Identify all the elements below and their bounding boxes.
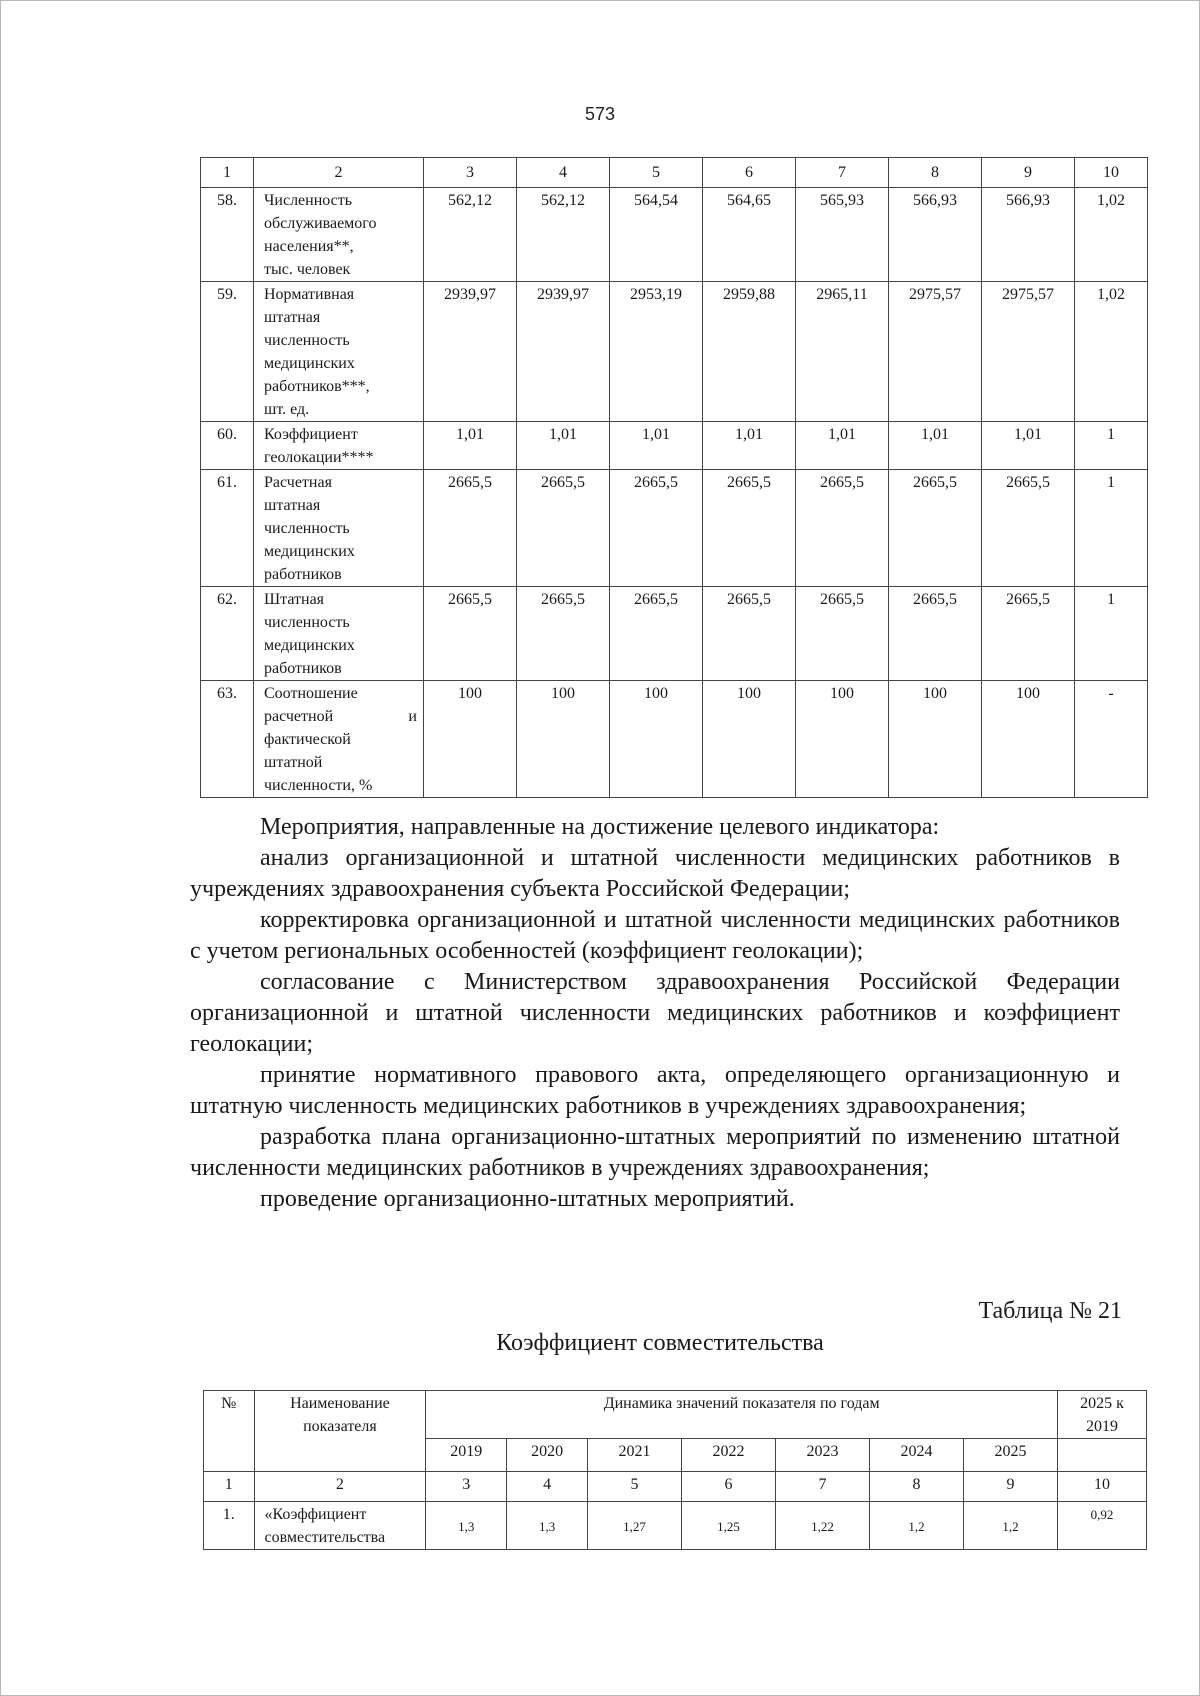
- table-row: [201, 282, 1148, 422]
- year-cell: 2019: [426, 1439, 507, 1472]
- value-cell: 562,12: [517, 188, 610, 282]
- name-line: работников***,: [264, 378, 370, 395]
- name-line: Штатная: [264, 591, 325, 608]
- value-cell: 100: [424, 681, 517, 798]
- table-row: [201, 422, 1148, 470]
- value-cell: 2665,5: [610, 470, 703, 587]
- value-cell: 2665,5: [796, 587, 889, 681]
- value-cell: 2665,5: [517, 587, 610, 681]
- value-cell: 1,01: [703, 422, 796, 470]
- index-cell: 8: [869, 1472, 963, 1502]
- measure-item: принятие нормативного правового акта, определяющего организационную и штатную численность медицинских работников в учреждениях здравоохранения;: [190, 1062, 1120, 1119]
- value-cell: 100: [796, 681, 889, 798]
- indicator-name: [254, 422, 424, 470]
- value-cell: 1,2: [869, 1502, 963, 1550]
- indicator-name: [254, 282, 424, 422]
- year-cell: 2023: [775, 1439, 869, 1472]
- value-cell: 1,01: [610, 422, 703, 470]
- value-cell: 1,3: [507, 1502, 588, 1550]
- name-line: Коэффициент: [264, 426, 358, 443]
- value-cell: 2975,57: [889, 282, 982, 422]
- value-cell: 2665,5: [703, 587, 796, 681]
- empty-cell: [1058, 1439, 1147, 1472]
- header-cell: 8: [889, 158, 982, 188]
- value-cell: 2953,19: [610, 282, 703, 422]
- value-cell: 1,02: [1075, 188, 1148, 282]
- header-name: Наименование показателя: [254, 1391, 426, 1472]
- value-cell: 1,01: [517, 422, 610, 470]
- value-cell: 564,54: [610, 188, 703, 282]
- value-cell: 2975,57: [982, 282, 1075, 422]
- header-ratio: 2025 к 2019: [1058, 1391, 1147, 1439]
- value-cell: 562,12: [424, 188, 517, 282]
- value-cell: 1: [1075, 422, 1148, 470]
- index-cell: 7: [775, 1472, 869, 1502]
- name-line: медицинских: [264, 543, 355, 560]
- value-cell: 1,2: [963, 1502, 1057, 1550]
- index-cell: 5: [588, 1472, 682, 1502]
- value-cell: 100: [889, 681, 982, 798]
- table-row: [201, 587, 1148, 681]
- table-row: [201, 188, 1148, 282]
- row-number: 62.: [201, 587, 254, 681]
- measure-item: разработка плана организационно-штатных мероприятий по изменению штатной численности медицинских работников в учреждениях здравоохранения;: [190, 1124, 1120, 1181]
- value-cell: 100: [703, 681, 796, 798]
- year-cell: 2022: [682, 1439, 776, 1472]
- name-line: совместительства: [264, 1529, 386, 1546]
- measure-item: корректировка организационной и штатной численности медицинских работников с учетом региональных особенностей (коэффициент геолокации);: [190, 907, 1120, 964]
- table-row: [201, 681, 1148, 798]
- name-line: численность: [264, 520, 350, 537]
- value-cell: 1,01: [889, 422, 982, 470]
- name-line: численность: [264, 332, 350, 349]
- name-line: шт. ед.: [264, 401, 310, 418]
- value-cell: 565,93: [796, 188, 889, 282]
- value-cell: 1,02: [1075, 282, 1148, 422]
- year-cell: 2024: [869, 1439, 963, 1472]
- value-cell: 2939,97: [424, 282, 517, 422]
- indicator-name: [254, 681, 424, 798]
- value-cell: 100: [982, 681, 1075, 798]
- value-cell: 1,22: [775, 1502, 869, 1550]
- name-line: населения**,: [264, 238, 354, 255]
- value-cell: 100: [517, 681, 610, 798]
- value-cell: 1,01: [796, 422, 889, 470]
- indicator-name: [254, 470, 424, 587]
- table-header-row: [201, 158, 1148, 188]
- value-cell: 1,25: [682, 1502, 776, 1550]
- value-cell: 2665,5: [982, 470, 1075, 587]
- value-cell: 2665,5: [703, 470, 796, 587]
- indicators-table: [200, 157, 1148, 798]
- year-cell: 2025: [963, 1439, 1057, 1472]
- index-cell: 6: [682, 1472, 776, 1502]
- index-cell: 4: [507, 1472, 588, 1502]
- table-21: [203, 1390, 1147, 1550]
- name-line: штатная: [264, 309, 321, 326]
- name-line: геолокации****: [264, 449, 374, 466]
- header-cell: 4: [517, 158, 610, 188]
- header-cell: 7: [796, 158, 889, 188]
- index-cell: 2: [254, 1472, 426, 1502]
- value-cell: 2665,5: [889, 470, 982, 587]
- header-row: [204, 1391, 1147, 1439]
- header-cell: 2: [254, 158, 424, 188]
- value-cell: 1,27: [588, 1502, 682, 1550]
- measure-item: согласование с Министерством здравоохранения Российской Федерации организационной и штатной численности медицинских работников и коэффициент геолокации;: [190, 969, 1120, 1057]
- row-number: 58.: [201, 188, 254, 282]
- name-line: «Коэффициент: [264, 1506, 367, 1523]
- value-cell: 1,01: [982, 422, 1075, 470]
- header-cell: 10: [1075, 158, 1148, 188]
- value-cell: 2665,5: [517, 470, 610, 587]
- header-cell: 3: [424, 158, 517, 188]
- value-cell: 2665,5: [982, 587, 1075, 681]
- row-number: 61.: [201, 470, 254, 587]
- value-cell: 2665,5: [889, 587, 982, 681]
- year-cell: 2020: [507, 1439, 588, 1472]
- value-cell: 0,92: [1058, 1502, 1147, 1550]
- index-cell: 1: [204, 1472, 255, 1502]
- table-row: [204, 1502, 1147, 1550]
- header-cell: 9: [982, 158, 1075, 188]
- measures-section: [190, 812, 1120, 1215]
- name-line: Расчетная: [264, 474, 332, 491]
- header-dynamics: Динамика значений показателя по годам: [426, 1391, 1058, 1439]
- value-cell: 2959,88: [703, 282, 796, 422]
- name-line: Соотношение: [264, 685, 358, 702]
- name-line: фактической: [264, 731, 351, 748]
- row-number: 63.: [201, 681, 254, 798]
- indicator-name: [254, 1502, 426, 1550]
- name-line: численности, %: [264, 777, 373, 794]
- value-cell: 1,3: [426, 1502, 507, 1550]
- header-cell: 1: [201, 158, 254, 188]
- header-cell: 6: [703, 158, 796, 188]
- value-cell: 1: [1075, 470, 1148, 587]
- row-number: 59.: [201, 282, 254, 422]
- header-number: №: [204, 1391, 255, 1472]
- name-line: обслуживаемого: [264, 215, 377, 232]
- measure-item: проведение организационно-штатных мероприятий.: [260, 1186, 795, 1212]
- name-line: штатной: [264, 754, 323, 771]
- name-line: расчетной и: [264, 708, 417, 725]
- year-cell: 2021: [588, 1439, 682, 1472]
- name-line: штатная: [264, 497, 321, 514]
- name-line: работников: [264, 566, 342, 583]
- name-line: Численность: [264, 192, 353, 209]
- measures-heading: Мероприятия, направленные на достижение целевого индикатора:: [260, 814, 940, 840]
- name-line: тыс. человек: [264, 261, 351, 278]
- value-cell: 566,93: [889, 188, 982, 282]
- page-number: 573: [584, 104, 616, 124]
- table-label: Таблица № 21: [978, 1298, 1122, 1324]
- value-cell: 2665,5: [424, 470, 517, 587]
- table-row: [201, 470, 1148, 587]
- value-cell: 1,01: [424, 422, 517, 470]
- name-line: медицинских: [264, 355, 355, 372]
- value-cell: 1: [1075, 587, 1148, 681]
- header-cell: 5: [610, 158, 703, 188]
- index-cell: 9: [963, 1472, 1057, 1502]
- index-cell: 3: [426, 1472, 507, 1502]
- name-line: медицинских: [264, 637, 355, 654]
- indicator-name: [254, 188, 424, 282]
- value-cell: 566,93: [982, 188, 1075, 282]
- value-cell: 2965,11: [796, 282, 889, 422]
- value-cell: 564,65: [703, 188, 796, 282]
- name-line: работников: [264, 660, 342, 677]
- row-number: 60.: [201, 422, 254, 470]
- value-cell: 100: [610, 681, 703, 798]
- name-line: Нормативная: [264, 286, 355, 303]
- value-cell: 2665,5: [796, 470, 889, 587]
- value-cell: 2665,5: [424, 587, 517, 681]
- indicator-name: [254, 587, 424, 681]
- value-cell: 2939,97: [517, 282, 610, 422]
- value-cell: -: [1075, 681, 1148, 798]
- measure-item: анализ организационной и штатной численности медицинских работников в учреждениях здравоохранения субъекта Российской Федерации;: [190, 845, 1120, 902]
- row-number: 1.: [204, 1502, 255, 1550]
- index-cell: 10: [1058, 1472, 1147, 1502]
- index-row: [204, 1472, 1147, 1502]
- table-title: Коэффициент совместительства: [496, 1330, 824, 1356]
- value-cell: 2665,5: [610, 587, 703, 681]
- name-line: численность: [264, 614, 350, 631]
